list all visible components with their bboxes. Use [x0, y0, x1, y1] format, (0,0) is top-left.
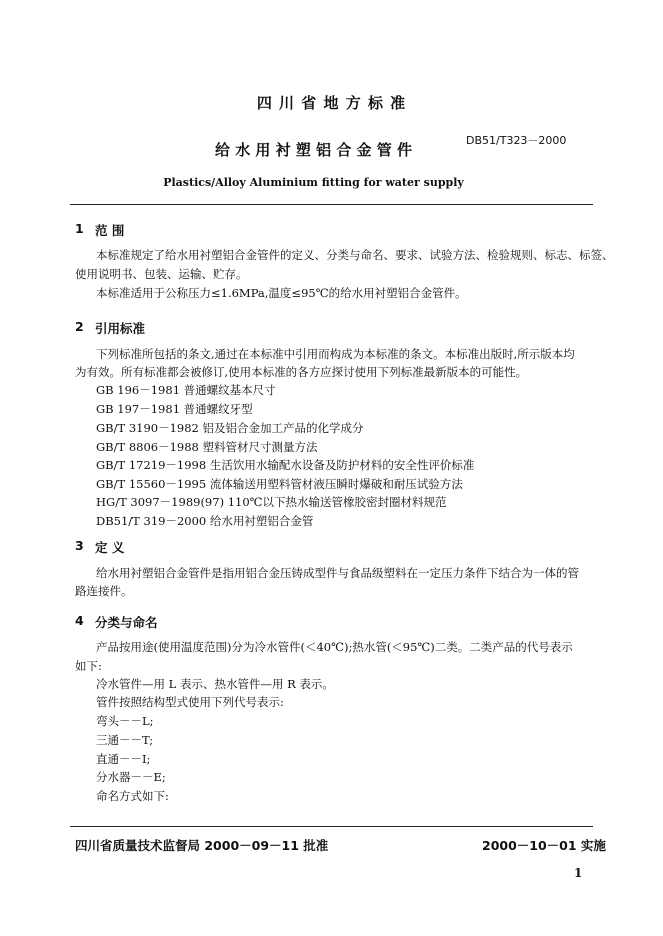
issuing-body-title: 四 川 省 地 方 标 准	[256, 94, 407, 112]
section-3-number: 3	[75, 538, 84, 553]
english-title: Plastics/Alloy Aluminium fitting for water supply	[163, 176, 464, 189]
reference-item: GB/T 17219－1998 生活饮用水输配水设备及防护材料的安全性评价标准	[96, 458, 475, 472]
section-4-title: 分类与命名	[95, 615, 158, 630]
fitting-code-item: 直通－－I;	[96, 752, 151, 766]
footer-divider	[70, 826, 593, 827]
reference-item: GB/T 15560－1995 流体输送用塑料管材液压瞬时爆破和耐压试验方法	[96, 477, 463, 491]
standard-title: 给 水 用 衬 塑 铝 合 金 管 件	[214, 141, 412, 159]
section-2-number: 2	[75, 319, 84, 334]
fitting-code-item: 三通－－T;	[96, 733, 154, 747]
section-4-number: 4	[75, 613, 84, 628]
reference-item: GB/T 3190－1982 铝及铝合金加工产品的化学成分	[96, 421, 364, 435]
reference-item: DB51/T 319－2000 给水用衬塑铝合金管	[96, 514, 314, 528]
section-2-intro-line-1: 下列标准所包括的条文,通过在本标准中引用而构成为本标准的条文。本标准出版时,所示版本均	[96, 347, 575, 361]
reference-item: GB 197－1981 普通螺纹牙型	[96, 402, 253, 416]
fitting-code-item: 分水器－－E;	[96, 770, 166, 784]
section-4-line-3: 冷水管件—用 L 表示、热水管件—用 R 表示。	[96, 677, 334, 691]
section-1-title: 范 围	[95, 223, 125, 238]
section-3-line-1: 给水用衬塑铝合金管件是指用铝合金压铸成型件与食品级塑料在一定压力条件下结合为一体的管	[96, 566, 579, 580]
section-4-line-4: 管件按照结构型式使用下列代号表示:	[96, 695, 284, 709]
section-4-line-1: 产品按用途(使用温度范围)分为冷水管件(＜40℃);热水管(＜95℃)二类。二类产品的代号表示	[96, 640, 573, 654]
section-3-line-2: 路连接件。	[75, 584, 133, 598]
page-number: 1	[574, 866, 583, 880]
section-2-intro-line-2: 为有效。所有标准都会被修订,使用本标准的各方应探讨使用下列标准最新版本的可能性。	[75, 365, 528, 379]
section-3-title: 定 义	[95, 540, 125, 555]
fitting-code-item: 弯头－－L;	[96, 714, 154, 728]
section-4-line-5: 命名方式如下:	[96, 789, 169, 803]
section-4-line-2: 如下:	[75, 659, 102, 673]
effective-statement: 2000－10－01 实施	[482, 838, 606, 853]
section-2-title: 引用标准	[95, 321, 146, 336]
standard-code: DB51/T323－2000	[466, 134, 567, 147]
section-1-number: 1	[75, 221, 84, 236]
reference-item: GB/T 8806－1988 塑料管材尺寸测量方法	[96, 440, 318, 454]
header-divider	[70, 204, 593, 205]
reference-item: HG/T 3097－1989(97) 110℃以下热水输送管橡胶密封圈材料规范	[96, 495, 447, 509]
approval-statement: 四川省质量技术监督局 2000－09－11 批准	[75, 838, 329, 853]
section-1-paragraph-1-line-1: 本标准规定了给水用衬塑铝合金管件的定义、分类与命名、要求、试验方法、检验规则、标志、标签、	[96, 248, 614, 262]
section-1-paragraph-1-line-2: 使用说明书、包装、运输、贮存。	[75, 267, 248, 281]
section-1-paragraph-2: 本标准适用于公称压力≤1.6MPa,温度≤95℃的给水用衬塑铝合金管件。	[96, 286, 467, 300]
reference-item: GB 196－1981 普通螺纹基本尺寸	[96, 383, 276, 397]
